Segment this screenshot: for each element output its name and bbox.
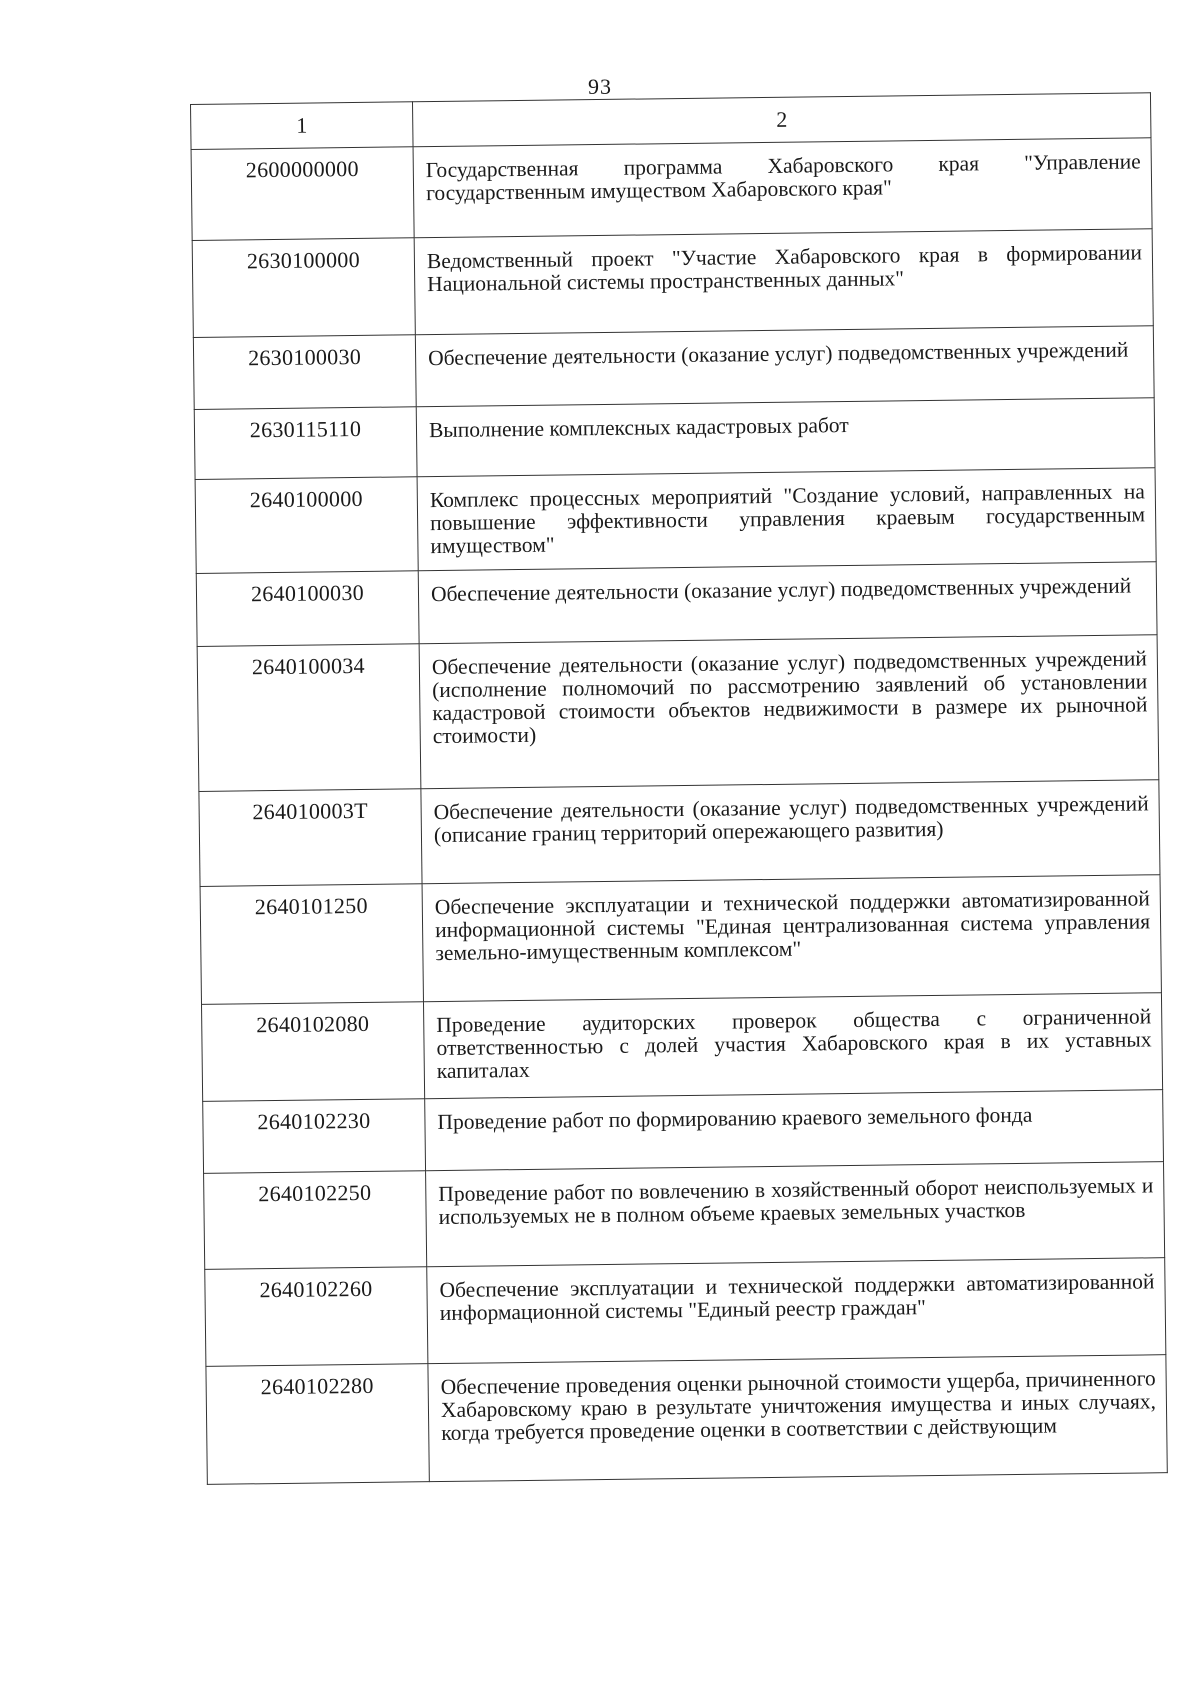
column-header-2: 2 (412, 93, 1150, 147)
row-description: Обеспечение деятельности (оказание услуг) подведомственных учреждений (415, 326, 1154, 407)
table-row (194, 398, 1155, 480)
table-row (206, 1355, 1167, 1485)
row-code: 2640102280 (206, 1364, 429, 1485)
row-code: 2640100030 (196, 571, 419, 647)
row-code: 2640101250 (200, 884, 423, 1005)
row-description: Комплекс процессных мероприятий "Создание условий, направленных на повышение эффективности управления краевым государственным имуществом" (417, 468, 1156, 571)
table-row (193, 326, 1154, 410)
row-description: Обеспечение деятельности (оказание услуг) подведомственных учреждений (описание границ территорий опережающего развития) (421, 780, 1160, 884)
row-code: 2640102260 (205, 1267, 428, 1367)
row-code: 2640102230 (203, 1099, 426, 1174)
row-code: 2640102080 (202, 1002, 425, 1102)
table-row (191, 138, 1152, 241)
row-description: Обеспечение проведения оценки рыночной стоимости ущерба, причиненного Хабаровскому краю в результате уничтожения имущества и иных случаях, когда требуется проведение оценки в соответствии с действующим (428, 1355, 1167, 1482)
row-code: 264010003Т (199, 789, 422, 887)
table-row (203, 1090, 1164, 1174)
row-code: 2600000000 (191, 147, 414, 241)
page-number: 93 (588, 74, 612, 99)
table-row (192, 229, 1153, 338)
row-description: Обеспечение эксплуатации и технической поддержки автоматизированной информационной системы "Единая централизованная система управления земельно-имущественным комплексом" (422, 875, 1161, 1002)
row-description: Обеспечение эксплуатации и технической поддержки автоматизированной информационной системы "Единый реестр граждан" (427, 1258, 1166, 1364)
document-sheet (190, 92, 1167, 1485)
row-description: Обеспечение деятельности (оказание услуг) подведомственных учреждений (418, 562, 1157, 644)
row-description: Проведение работ по вовлечению в хозяйственный оборот неиспользуемых и используемых не в полном объеме краевых земельных участков (426, 1162, 1165, 1267)
row-description: Ведомственный проект "Участие Хабаровского края в формировании Национальной системы пространственных данных" (414, 229, 1153, 335)
table-row (205, 1258, 1166, 1367)
row-code: 2640100034 (197, 644, 421, 792)
table-row (200, 875, 1161, 1005)
table-row (204, 1162, 1165, 1270)
row-description: Обеспечение деятельности (оказание услуг) подведомственных учреждений (исполнение полномочий по рассмотрению заявлений об установлении кадастровой стоимости объектов недвижимости в размере их рыночной стоимости) (419, 635, 1159, 789)
row-code: 2630100030 (193, 335, 416, 410)
table-row (199, 780, 1160, 887)
row-description: Государственная программа Хабаровского края "Управление государственным имуществом Хабаровского края" (413, 138, 1152, 238)
table-row (202, 993, 1163, 1102)
column-header-1: 1 (191, 102, 414, 150)
row-code: 2630115110 (194, 407, 417, 480)
table-row (195, 468, 1156, 574)
table-row (197, 635, 1159, 792)
row-description: Проведение работ по формированию краевого земельного фонда (425, 1090, 1164, 1171)
row-code: 2640100000 (195, 477, 418, 574)
budget-code-table (190, 92, 1168, 1485)
row-code: 2630100000 (192, 238, 415, 338)
row-description: Проведение аудиторских проверок общества с ограниченной ответственностью с долей участия Хабаровского края в их уставных капиталах (423, 993, 1162, 1099)
table-row (196, 562, 1157, 647)
row-code: 2640102250 (204, 1171, 427, 1270)
row-description: Выполнение комплексных кадастровых работ (416, 398, 1155, 477)
